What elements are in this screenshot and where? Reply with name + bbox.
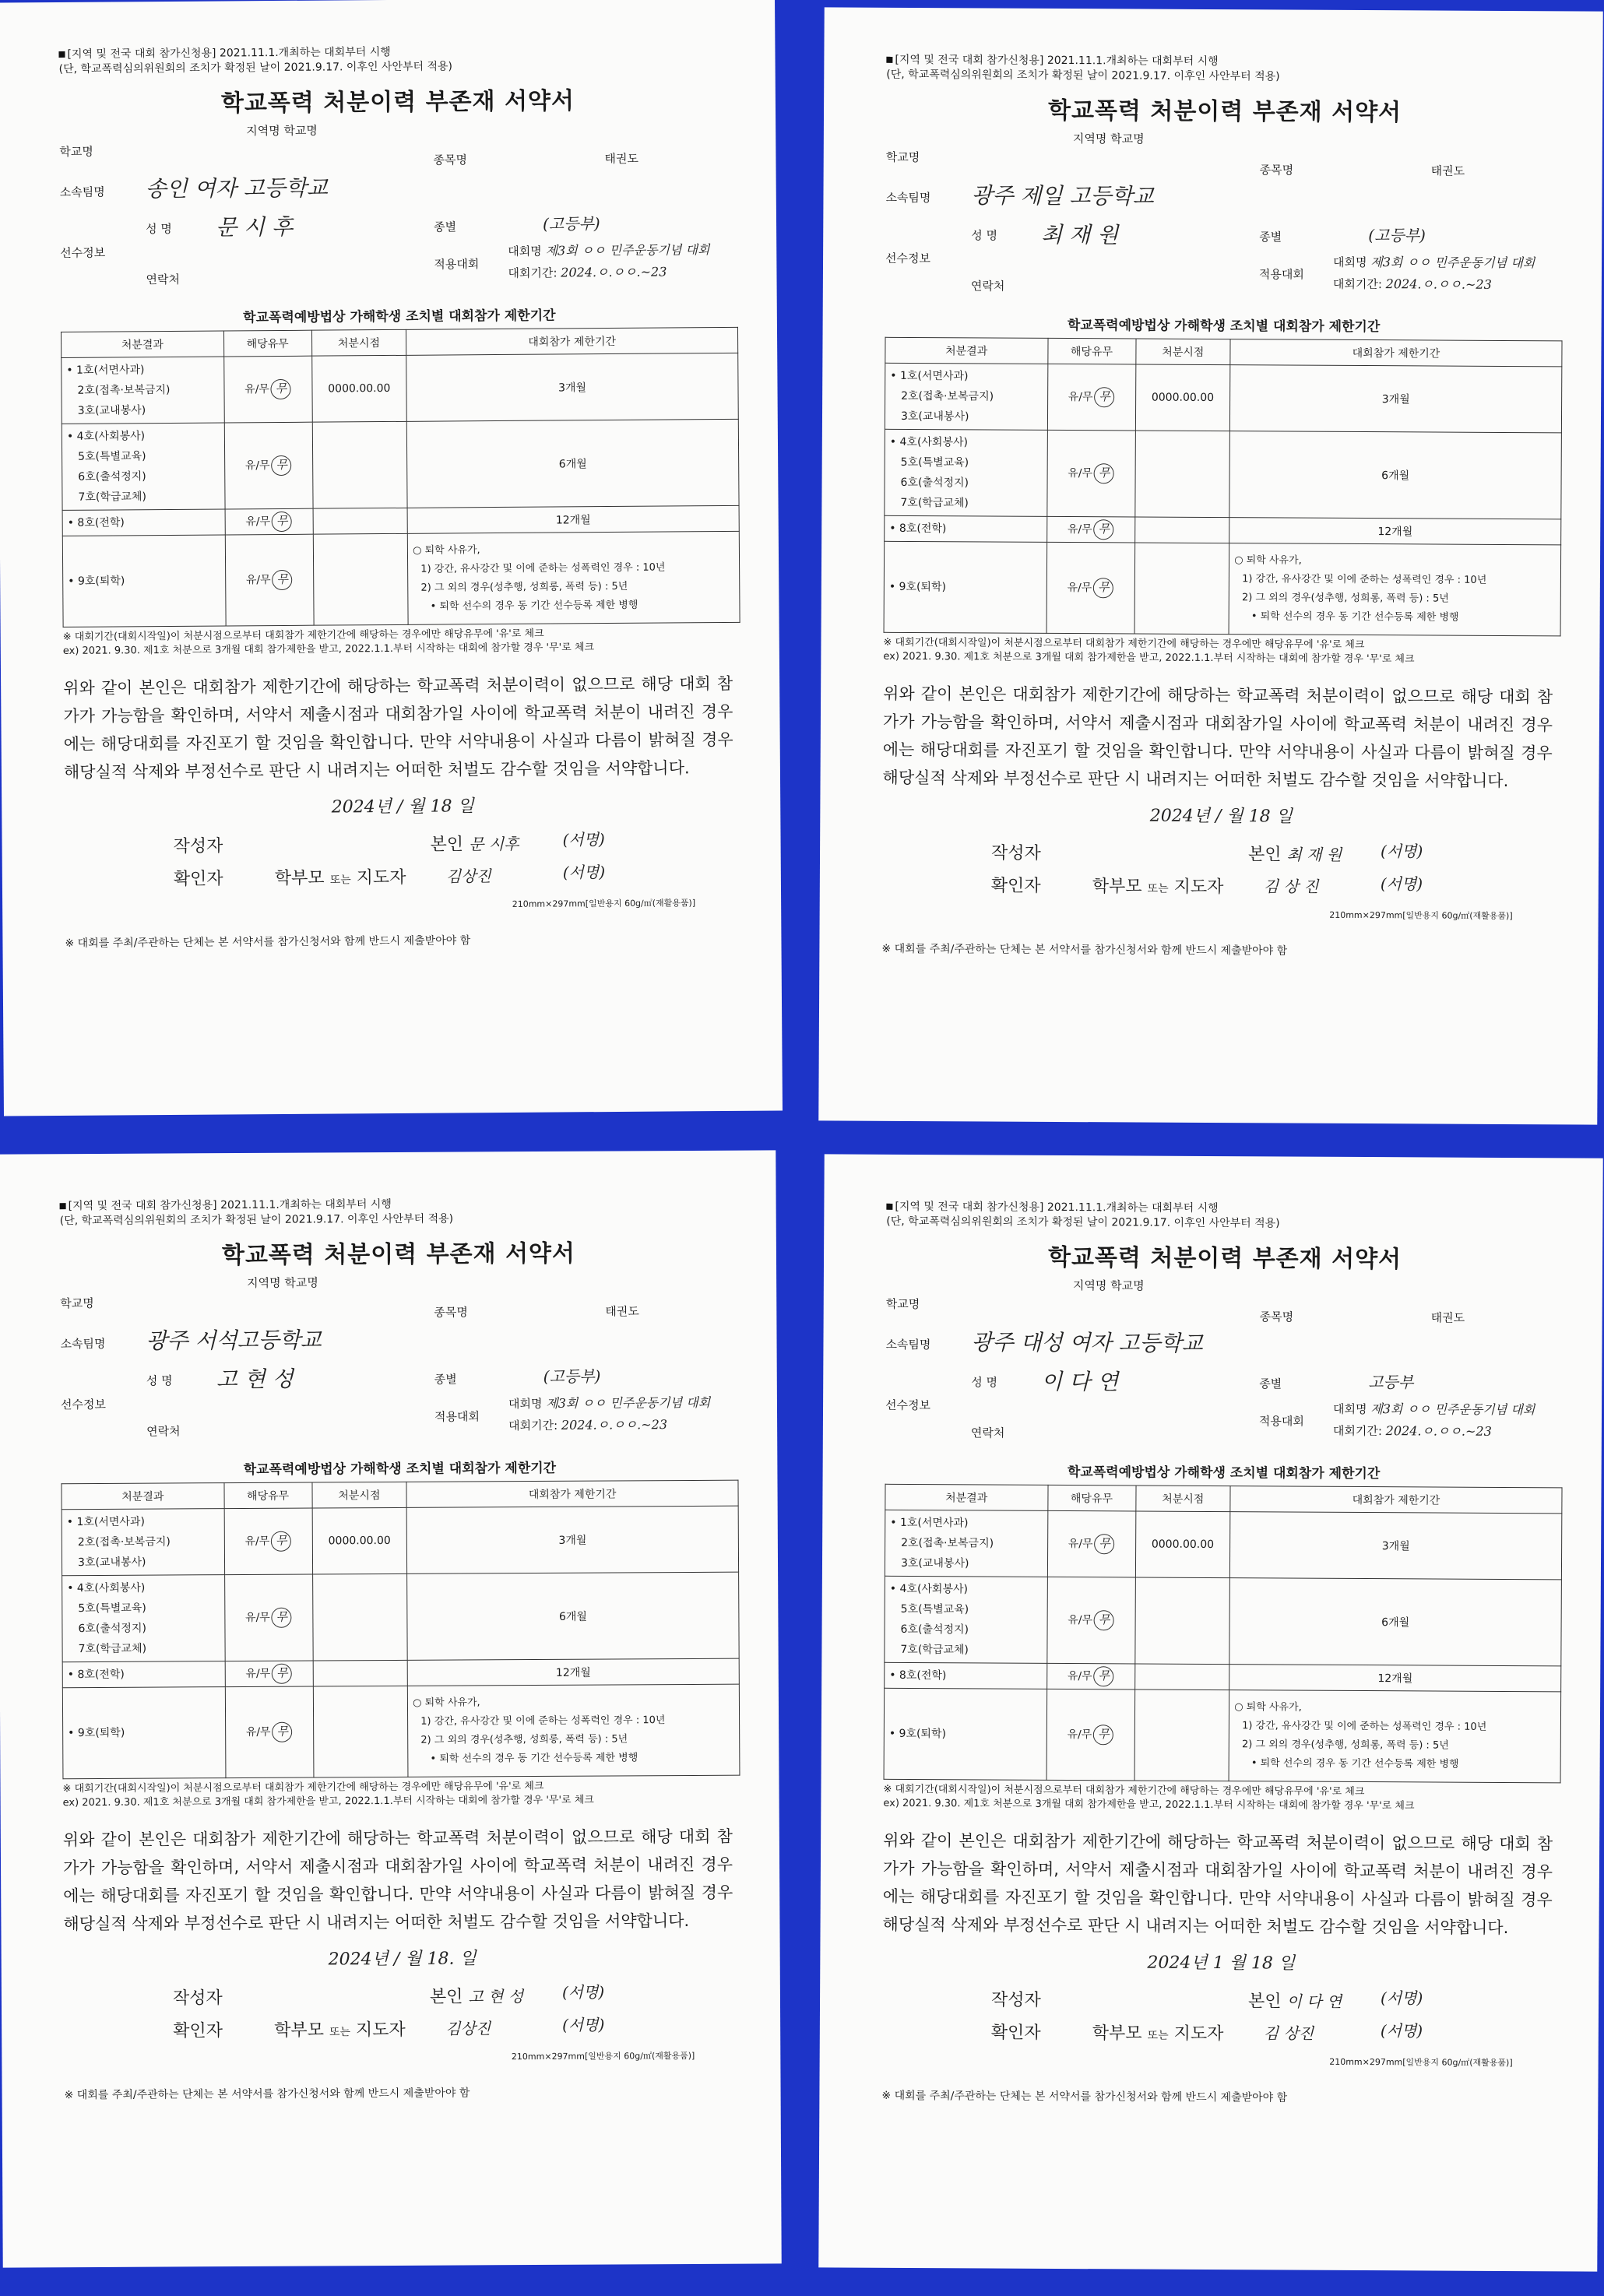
comp-period-value: 2024.ㅇ.ㅇㅇ.~23 xyxy=(1385,276,1492,292)
self-label: 본인 최 재 원 xyxy=(1247,845,1342,865)
comp-period-label: 대회기간: 2024.ㅇ.ㅇㅇ.~23 xyxy=(1332,1423,1492,1439)
yn-circle-mark: 무 xyxy=(1094,1534,1114,1554)
event-label: 종목명 xyxy=(1259,163,1294,178)
pledge-sheet-2 xyxy=(818,7,1602,1124)
col-limit: 대회참가 제한기간 xyxy=(1230,339,1562,367)
category-value: (고등부) xyxy=(542,214,600,234)
header-notice xyxy=(58,43,736,77)
pledge-text: 위와 같이 본인은 대회참가 제한기간에 해당하는 학교폭력 처분이력이 없으므로 해당 대회 참가가 가능함을 확인하며, 서약서 제출시점과 대회참가일 사이에 학교폭력 처분이 내려진 경우에는 해당대회를 자진포기 할 것임을 확인합니다. 만약 서약내용이 사실과 다름이 밝혀질 경우 해당실적 삭제와 부정선수로 판단 시 내려지는 어떠한 처벌도 감수할 것임을 서약합니다. xyxy=(882,684,1553,791)
col-date: 처분시점 xyxy=(1135,339,1230,365)
team-value: 송인 여자 고등학교 xyxy=(145,174,328,202)
writer-label: 작성자 xyxy=(990,1990,1041,2010)
self-signature: 최 재 원 xyxy=(1286,845,1342,864)
comp-period-label: 대회기간: 2024.ㅇ.ㅇㅇ.~23 xyxy=(1332,276,1492,292)
self-label: 본인 고 현 성 xyxy=(429,1987,524,2007)
table-row: • 8호(전학) 유/무 무 12개월 xyxy=(62,1658,739,1688)
table-note: ※ 대회기간(대회시작일)이 처분시점으로부터 대회참가 제한기간에 해당하는 경우에만 해당유무에 '유'로 체크 ex) 2021. 9.30. 제1호 처분으로 3개월 대회 참가제한을 받고, 2022.1.1.부터 시작하는 대회에 참가할 경우 '무'로 체크 xyxy=(883,636,1415,666)
region-school-label: 지역명 학교명 xyxy=(247,1275,318,1290)
category-label: 종별 xyxy=(1259,230,1282,244)
self-label: 본인 문 시후 xyxy=(430,834,519,855)
player-info-label: 선수정보 xyxy=(60,1397,106,1412)
contact-label: 연락처 xyxy=(146,272,181,287)
writer-row xyxy=(882,1986,1560,2023)
school-label: 학교명 xyxy=(885,1296,920,1312)
paper-spec: 210mm×297mm[일반용지 60g/㎡(재활용품)] xyxy=(1329,909,1513,922)
pledge-sheet-4 xyxy=(818,1154,1602,2271)
event-value: 태권도 xyxy=(605,1304,639,1319)
coach-signature: 김상진 xyxy=(445,2019,491,2038)
table-row: • 4호(사회봉사) 5호(특별교육) 6호(출석정지) 7호(학급교체) 유/무 무 6개월 xyxy=(885,1576,1562,1666)
square-bullet-icon xyxy=(58,51,65,58)
self-signature: 고 현 성 xyxy=(468,1987,524,2006)
comp-period-value: 2024.ㅇ.ㅇㅇ.~23 xyxy=(561,264,667,280)
header-line-2: (단, 학교폭력심의위원회의 조치가 확정된 날이 2021.9.17. 이후인 사안부터 적용) xyxy=(59,1212,454,1228)
category-value: (고등부) xyxy=(1368,226,1426,245)
header-line-2: (단, 학교폭력심의위원회의 조치가 확정된 날이 2021.9.17. 이후인 사안부터 적용) xyxy=(886,1215,1280,1230)
name-label: 성 명 xyxy=(971,228,998,243)
footer-note: ※ 대회를 주최/주관하는 단체는 본 서약서를 참가신청서와 함께 반드시 제출받아야 함 xyxy=(881,2089,1288,2104)
expel-notes: ○ 퇴학 사유가, 1) 강간, 유사강간 및 이에 준하는 성폭력인 경우 : 10년 2) 그 외의 경우(성추행, 성희롱, 폭력 등) : 5년 • 퇴학 선수의 경우 동 기간 선수등록 제한 병행 xyxy=(407,531,740,624)
table-row: • 9호(퇴학) 유/무 무 ○ 퇴학 사유가, 1) 강간, 유사강간 및 이에 준하는 성폭력인 경우 : 10년 2) 그 외의 경우(성추행, 성희롱, 폭력 등) : 5년 • 퇴학 선수의 경우 동 기간 선수등록 제한 병행 xyxy=(884,541,1561,636)
team-label: 소속팀명 xyxy=(59,185,105,199)
self-signature: 문 시후 xyxy=(469,834,519,854)
yn-circle-mark: 무 xyxy=(272,1608,292,1628)
header-notice xyxy=(886,1200,1564,1233)
self-seal: (서명) xyxy=(1381,1988,1423,2008)
category-value: (고등부) xyxy=(543,1366,601,1386)
team-value: 광주 대성 여자 고등학교 xyxy=(971,1329,1203,1356)
sign-date: 2024년 / 월 18. 일 xyxy=(328,1949,477,1970)
writer-label: 작성자 xyxy=(173,836,223,856)
name-label: 성 명 xyxy=(971,1375,998,1390)
comp-name-value: 제3회 ㅇㅇ 민주운동기념 대회 xyxy=(545,242,710,258)
yn-circle-mark: 무 xyxy=(1094,463,1114,483)
yn-circle-mark: 무 xyxy=(272,512,292,532)
event-value: 태권도 xyxy=(1430,163,1465,178)
col-limit: 대회참가 제한기간 xyxy=(406,327,738,355)
team-label: 소속팀명 xyxy=(60,1336,106,1352)
pledge-text: 위와 같이 본인은 대회참가 제한기간에 해당하는 학교폭력 처분이력이 없으므로 해당 대회 참가가 가능함을 확인하며, 서약서 제출시점과 대회참가일 사이에 학교폭력 처분이 내려진 경우에는 해당대회를 자진포기 할 것임을 확인합니다. 만약 서약내용이 사실과 다름이 밝혀질 경우 해당실적 삭제와 부정선수로 판단 시 내려지는 어떠한 처벌도 감수할 것임을 서약합니다. xyxy=(882,1830,1553,1938)
yn-circle-mark: 무 xyxy=(1093,1725,1113,1745)
table-subtitle: 학교폭력예방법상 가해학생 조치별 대회참가 제한기간 xyxy=(1067,318,1381,336)
square-bullet-icon xyxy=(886,57,892,63)
table-subtitle: 학교폭력예방법상 가해학생 조치별 대회참가 제한기간 xyxy=(243,1460,557,1478)
table-row: • 9호(퇴학) 유/무 무 ○ 퇴학 사유가, 1) 강간, 유사강간 및 이에 준하는 성폭력인 경우 : 10년 2) 그 외의 경우(성추행, 성희롱, 폭력 등) : 5년 • 퇴학 선수의 경우 동 기간 선수등록 제한 병행 xyxy=(62,531,740,627)
col-yn: 해당유무 xyxy=(1047,338,1135,364)
event-value: 태권도 xyxy=(604,151,638,167)
table-row: • 4호(사회봉사) 5호(특별교육) 6호(출석정지) 7호(학급교체) 유/무 무 6개월 xyxy=(62,1572,740,1662)
team-value: 광주 제일 고등학교 xyxy=(971,182,1154,209)
confirmer-label: 확인자 xyxy=(173,2021,223,2041)
coach-seal: (서명) xyxy=(562,863,606,882)
contact-label: 연락처 xyxy=(970,1426,1005,1440)
col-yn: 해당유무 xyxy=(224,1482,312,1509)
col-limit: 대회참가 제한기간 xyxy=(406,1480,738,1507)
contact-label: 연락처 xyxy=(146,1424,181,1439)
col-result: 처분결과 xyxy=(885,1484,1048,1510)
self-seal: (서명) xyxy=(1381,842,1423,861)
sign-date: 2024년 1 월 18 일 xyxy=(1147,1953,1296,1974)
comp-name-label: 대회명 제3회 ㅇㅇ 민주운동기념 대회 xyxy=(1332,1401,1535,1418)
confirmer-row: 확인자 학부모 또는 지도자 김 상진 (서명) xyxy=(882,2019,1560,2055)
writer-label: 작성자 xyxy=(172,1988,223,2009)
school-label: 학교명 xyxy=(60,1296,94,1311)
confirmer-label: 확인자 xyxy=(990,2023,1041,2043)
name-label: 성 명 xyxy=(145,221,172,237)
table-row: • 4호(사회봉사) 5호(특별교육) 6호(출석정지) 7호(학급교체) 유/무 무 6개월 xyxy=(62,419,739,510)
comp-name-value: 제3회 ㅇㅇ 민주운동기념 대회 xyxy=(1370,1401,1535,1418)
disposition-table xyxy=(61,327,740,628)
coach-signature: 김 상진 xyxy=(1263,2024,1314,2043)
table-row: • 1호(서면사과) 2호(접촉·보복금지) 3호(교내봉사) 유/무 무 0000.00.00 3개월 xyxy=(885,363,1561,433)
header-line-2: (단, 학교폭력심의위원회의 조치가 확정된 날이 2021.9.17. 이후인 사안부터 적용) xyxy=(58,60,453,76)
comp-name-label: 대회명 제3회 ㅇㅇ 민주운동기념 대회 xyxy=(1332,255,1535,271)
name-label: 성 명 xyxy=(146,1373,173,1388)
self-seal: (서명) xyxy=(562,830,605,849)
writer-row xyxy=(64,1982,741,2019)
player-info-label: 선수정보 xyxy=(60,245,106,260)
player-info-block xyxy=(59,139,737,303)
expel-notes: ○ 퇴학 사유가, 1) 강간, 유사강간 및 이에 준하는 성폭력인 경우 : 10년 2) 그 외의 경우(성추행, 성희롱, 폭력 등) : 5년 • 퇴학 선수의 경우 동 기간 선수등록 제한 병행 xyxy=(1229,1690,1560,1783)
document-title: 학교폭력 처분이력 부존재 서약서 xyxy=(221,1239,576,1270)
expel-notes: ○ 퇴학 사유가, 1) 강간, 유사강간 및 이에 준하는 성폭력인 경우 : 10년 2) 그 외의 경우(성추행, 성희롱, 폭력 등) : 5년 • 퇴학 선수의 경우 동 기간 선수등록 제한 병행 xyxy=(1229,543,1560,636)
yn-circle-mark: 무 xyxy=(1094,519,1114,540)
col-date: 처분시점 xyxy=(1135,1486,1230,1512)
expel-notes: ○ 퇴학 사유가, 1) 강간, 유사강간 및 이에 준하는 성폭력인 경우 : 10년 2) 그 외의 경우(성추행, 성희롱, 폭력 등) : 5년 • 퇴학 선수의 경우 동 기간 선수등록 제한 병행 xyxy=(408,1684,740,1777)
event-value: 태권도 xyxy=(1430,1310,1465,1325)
confirmer-label: 확인자 xyxy=(990,876,1041,896)
yn-circle-mark: 무 xyxy=(271,455,291,476)
table-row: • 9호(퇴학) 유/무 무 ○ 퇴학 사유가, 1) 강간, 유사강간 및 이에 준하는 성폭력인 경우 : 10년 2) 그 외의 경우(성추행, 성희롱, 폭력 등) : 5년 • 퇴학 선수의 경우 동 기간 선수등록 제한 병행 xyxy=(884,1688,1561,1783)
table-row: • 4호(사회봉사) 5호(특별교육) 6호(출석정지) 7호(학급교체) 유/무 무 6개월 xyxy=(885,429,1562,519)
name-value: 최 재 원 xyxy=(1041,221,1119,248)
table-row: • 8호(전학) 유/무 무 12개월 xyxy=(62,505,739,536)
col-limit: 대회참가 제한기간 xyxy=(1230,1486,1562,1514)
yn-circle-mark: 무 xyxy=(1093,578,1113,598)
player-info-block xyxy=(60,1292,738,1455)
comp-period-value: 2024.ㅇ.ㅇㅇ.~23 xyxy=(1385,1423,1492,1439)
event-label: 종목명 xyxy=(1259,1310,1294,1324)
confirmer-row: 확인자 학부모 또는 지도자 김 상 진 (서명) xyxy=(882,872,1560,909)
coach-seal: (서명) xyxy=(562,2015,605,2034)
square-bullet-icon xyxy=(60,1203,66,1209)
col-result: 처분결과 xyxy=(62,1483,224,1510)
event-label: 종목명 xyxy=(433,153,467,167)
region-school-label: 지역명 학교명 xyxy=(1072,132,1145,146)
region-school-label: 지역명 학교명 xyxy=(1072,1278,1145,1293)
player-info-label: 선수정보 xyxy=(885,251,931,266)
confirmer-row: 확인자 학부모 또는 지도자 김상진 (서명) xyxy=(65,862,742,899)
yn-circle-mark: 무 xyxy=(271,379,291,399)
col-result: 처분결과 xyxy=(885,337,1048,364)
category-label: 종별 xyxy=(1259,1377,1282,1391)
team-label: 소속팀명 xyxy=(885,1337,931,1352)
category-value: 고등부 xyxy=(1368,1373,1414,1392)
coach-seal: (서명) xyxy=(1380,2021,1423,2041)
event-label: 종목명 xyxy=(434,1305,468,1320)
coach-seal: (서명) xyxy=(1380,874,1423,894)
table-row: • 1호(서면사과) 2호(접촉·보복금지) 3호(교내봉사) 유/무 무 0000.00.00 3개월 xyxy=(885,1510,1561,1580)
comp-period-label: 대회기간: 2024.ㅇ.ㅇㅇ.~23 xyxy=(508,1417,668,1433)
writer-row xyxy=(64,829,741,867)
player-info-block xyxy=(885,1296,1564,1459)
col-date: 처분시점 xyxy=(311,329,406,356)
self-signature: 이 다 연 xyxy=(1286,1992,1342,2011)
writer-label: 작성자 xyxy=(990,843,1041,863)
col-yn: 해당유무 xyxy=(1047,1485,1135,1511)
disposition-table xyxy=(884,1484,1563,1784)
pledge-text: 위와 같이 본인은 대회참가 제한기간에 해당하는 학교폭력 처분이력이 없으므로 해당 대회 참가가 가능함을 확인하며, 서약서 제출시점과 대회참가일 사이에 학교폭력 처분이 내려진 경우에는 해당대회를 자진포기 할 것임을 확인합니다. 만약 서약내용이 사실과 다름이 밝혀질 경우 해당실적 삭제와 부정선수로 판단 시 내려지는 어떠한 처벌도 감수할 것임을 서약합니다. xyxy=(62,1827,733,1934)
header-line-2: (단, 학교폭력심의위원회의 조치가 확정된 날이 2021.9.17. 이후인 사안부터 적용) xyxy=(886,68,1280,83)
document-title: 학교폭력 처분이력 부존재 서약서 xyxy=(1047,97,1402,127)
applied-competition-label: 적용대회 xyxy=(434,257,480,272)
yn-circle-mark: 무 xyxy=(1094,1666,1114,1686)
comp-period-label: 대회기간: 2024.ㅇ.ㅇㅇ.~23 xyxy=(508,264,667,280)
player-info-label: 선수정보 xyxy=(885,1398,931,1413)
confirmer-row: 확인자 학부모 또는 지도자 김상진 (서명) xyxy=(64,2015,741,2052)
document-title: 학교폭력 처분이력 부존재 서약서 xyxy=(220,87,575,118)
category-label: 종별 xyxy=(433,220,457,234)
player-info-block xyxy=(885,149,1564,312)
table-row: • 8호(전학) 유/무 무 12개월 xyxy=(885,1662,1561,1692)
comp-name-label: 대회명 제3회 ㅇㅇ 민주운동기념 대회 xyxy=(508,1394,711,1412)
yn-circle-mark: 무 xyxy=(273,570,293,590)
school-label: 학교명 xyxy=(59,144,93,159)
self-seal: (서명) xyxy=(561,1982,605,2002)
team-value: 광주 서석고등학교 xyxy=(146,1327,322,1354)
name-value: 이 다 연 xyxy=(1041,1368,1119,1395)
yn-circle-mark: 무 xyxy=(272,1722,292,1742)
sign-date: 2024년 / 월 18 일 xyxy=(1149,806,1293,827)
header-notice xyxy=(60,1196,737,1229)
coach-signature: 김상진 xyxy=(445,867,491,886)
table-row: • 8호(전학) 유/무 무 12개월 xyxy=(885,515,1561,545)
comp-period-value: 2024.ㅇ.ㅇㅇ.~23 xyxy=(561,1417,668,1433)
header-line-1: [지역 및 전국 대회 참가신청용] 2021.11.1.개최하는 대회부터 시행 xyxy=(895,1200,1219,1215)
school-label: 학교명 xyxy=(885,149,920,165)
applied-competition-label: 적용대회 xyxy=(1258,267,1304,282)
pledge-sheet-3 xyxy=(0,1150,782,2267)
yn-circle-mark: 무 xyxy=(1094,1610,1114,1630)
yn-circle-mark: 무 xyxy=(1094,387,1114,407)
square-bullet-icon xyxy=(886,1204,892,1210)
contact-label: 연락처 xyxy=(970,279,1005,294)
header-line-1: [지역 및 전국 대회 참가신청용] 2021.11.1.개최하는 대회부터 시행 xyxy=(895,53,1219,69)
table-row: • 1호(서면사과) 2호(접촉·보복금지) 3호(교내봉사) 유/무 무 0000.00.00 3개월 xyxy=(62,1506,738,1576)
self-label: 본인 이 다 연 xyxy=(1247,1992,1342,2012)
table-row: • 1호(서면사과) 2호(접촉·보복금지) 3호(교내봉사) 유/무 무 0000.00.00 3개월 xyxy=(62,353,739,424)
comp-name-value: 제3회 ㅇㅇ 민주운동기념 대회 xyxy=(1370,255,1535,271)
document-title: 학교폭력 처분이력 부존재 서약서 xyxy=(1047,1243,1402,1274)
paper-spec: 210mm×297mm[일반용지 60g/㎡(재활용품)] xyxy=(512,898,696,909)
footer-note: ※ 대회를 주최/주관하는 단체는 본 서약서를 참가신청서와 함께 반드시 제출받아야 함 xyxy=(65,934,471,950)
comp-name-value: 제3회 ㅇㅇ 민주운동기념 대회 xyxy=(546,1394,711,1411)
writer-row xyxy=(882,839,1560,876)
footer-note: ※ 대회를 주최/주관하는 단체는 본 서약서를 참가신청서와 함께 반드시 제출받아야 함 xyxy=(881,942,1288,958)
name-value: 고 현 성 xyxy=(216,1366,294,1393)
pledge-sheet-1 xyxy=(0,0,783,1116)
yn-circle-mark: 무 xyxy=(271,1531,291,1552)
pledge-text: 위와 같이 본인은 대회참가 제한기간에 해당하는 학교폭력 처분이력이 없으므로 해당 대회 참가가 가능함을 확인하며, 서약서 제출시점과 대회참가일 사이에 학교폭력 처분이 내려진 경우에는 해당대회를 자진포기 할 것임을 확인합니다. 만약 서약내용이 사실과 다름이 밝혀질 경우 해당실적 삭제와 부정선수로 판단 시 내려지는 어떠한 처벌도 감수할 것임을 서약합니다. xyxy=(63,673,733,782)
applied-competition-label: 적용대회 xyxy=(1258,1414,1304,1429)
team-label: 소속팀명 xyxy=(885,190,931,206)
region-school-label: 지역명 학교명 xyxy=(246,123,318,139)
sign-date: 2024년 / 월 18 일 xyxy=(331,796,474,817)
table-subtitle: 학교폭력예방법상 가해학생 조치별 대회참가 제한기간 xyxy=(1067,1464,1381,1482)
coach-signature: 김 상 진 xyxy=(1263,877,1319,896)
table-note: ※ 대회기간(대회시작일)이 처분시점으로부터 대회참가 제한기간에 해당하는 경우에만 해당유무에 '유'로 체크 ex) 2021. 9.30. 제1호 처분으로 3개월 대회 참가제한을 받고, 2022.1.1.부터 시작하는 대회에 참가할 경우 '무'로 체크 xyxy=(62,1780,594,1809)
comp-name-label: 대회명 제3회 ㅇㅇ 민주운동기념 대회 xyxy=(508,242,710,258)
footer-note: ※ 대회를 주최/주관하는 단체는 본 서약서를 참가신청서와 함께 반드시 제출받아야 함 xyxy=(64,2087,470,2102)
yn-circle-mark: 무 xyxy=(272,1664,292,1684)
disposition-table xyxy=(884,337,1563,637)
paper-spec: 210mm×297mm[일반용지 60g/㎡(재활용품)] xyxy=(511,2050,695,2062)
disposition-table xyxy=(61,1480,740,1780)
applied-competition-label: 적용대회 xyxy=(434,1409,480,1424)
table-row: • 9호(퇴학) 유/무 무 ○ 퇴학 사유가, 1) 강간, 유사강간 및 이에 준하는 성폭력인 경우 : 10년 2) 그 외의 경우(성추행, 성희롱, 폭력 등) : 5년 • 퇴학 선수의 경우 동 기간 선수등록 제한 병행 xyxy=(62,1684,740,1779)
header-line-1: [지역 및 전국 대회 참가신청용] 2021.11.1.개최하는 대회부터 시행 xyxy=(68,1197,392,1213)
col-yn: 해당유무 xyxy=(223,330,311,357)
paper-spec: 210mm×297mm[일반용지 60g/㎡(재활용품)] xyxy=(1329,2056,1513,2069)
category-label: 종별 xyxy=(434,1372,457,1387)
col-result: 처분결과 xyxy=(61,331,223,357)
header-notice xyxy=(886,53,1564,86)
table-subtitle: 학교폭력예방법상 가해학생 조치별 대회참가 제한기간 xyxy=(243,308,556,326)
header-line-1: [지역 및 전국 대회 참가신청용] 2021.11.1.개최하는 대회부터 시행 xyxy=(67,45,391,61)
table-note: ※ 대회기간(대회시작일)이 처분시점으로부터 대회참가 제한기간에 해당하는 경우에만 해당유무에 '유'로 체크 ex) 2021. 9.30. 제1호 처분으로 3개월 대회 참가제한을 받고, 2022.1.1.부터 시작하는 대회에 참가할 경우 '무'로 체크 xyxy=(62,628,595,657)
col-date: 처분시점 xyxy=(311,1482,406,1508)
table-note: ※ 대회기간(대회시작일)이 처분시점으로부터 대회참가 제한기간에 해당하는 경우에만 해당유무에 '유'로 체크 ex) 2021. 9.30. 제1호 처분으로 3개월 대회 참가제한을 받고, 2022.1.1.부터 시작하는 대회에 참가할 경우 '무'로 체크 xyxy=(883,1783,1415,1813)
confirmer-label: 확인자 xyxy=(173,869,223,889)
name-value: 문 시 후 xyxy=(215,213,294,241)
